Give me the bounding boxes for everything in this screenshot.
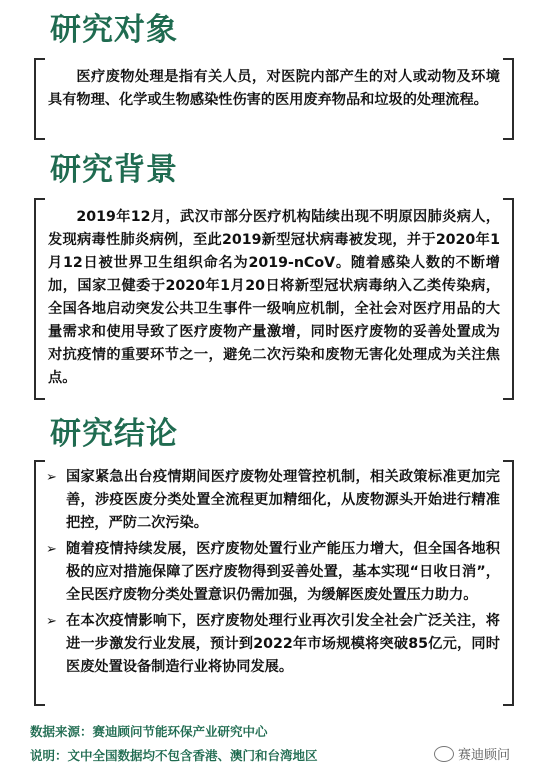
list-item	[44, 538, 500, 607]
left-bracket	[34, 198, 45, 400]
object-paragraph: 医疗废物处理是指有关人员，对医院内部产生的对人或动物及环境具有物理、化学或生物感染性伤害的医用废弃物品和垃圾的处理流程。	[48, 69, 500, 108]
right-bracket	[503, 58, 514, 140]
section-title-conclusion: 研究结论	[50, 416, 178, 452]
region-note: 说明：文中全国数据均不包含香港、澳门和台湾地区	[30, 748, 318, 763]
right-bracket	[503, 460, 514, 706]
arrow-bullet-icon: ➢	[46, 614, 57, 629]
list-item	[44, 610, 500, 679]
arrow-bullet-icon: ➢	[46, 470, 57, 485]
conclusion-item-text: 在本次疫情影响下，医疗废物处理行业再次引发全社会广泛关注，将进一步激发行业发展，预计到2022年市场规模将突破85亿元，同时医废处置设备制造行业将协同发展。	[66, 613, 500, 675]
list-item	[44, 466, 500, 535]
right-bracket	[503, 198, 514, 400]
conclusion-item-text: 随着疫情持续发展，医疗废物处置行业产能压力增大，但全国各地积极的应对措施保障了医疗废物得到妥善处置，基本实现“日收日消”，全民医疗废物分类处置意识仍需加强，为缓解医废处置压力助力。	[66, 541, 500, 603]
conclusion-list	[44, 466, 500, 682]
arrow-bullet-icon: ➢	[46, 542, 57, 557]
watermark	[434, 744, 510, 763]
left-bracket	[34, 58, 45, 140]
section-box-background	[34, 198, 514, 400]
section-title-object: 研究对象	[50, 12, 178, 48]
section-title-background: 研究背景	[50, 152, 178, 188]
wechat-icon	[434, 746, 454, 762]
data-source-note: 数据来源：赛迪顾问节能环保产业研究中心	[30, 724, 268, 739]
watermark-text: 赛迪顾问	[457, 748, 510, 763]
background-paragraph: 2019年12月，武汉市部分医疗机构陆续出现不明原因肺炎病人，发现病毒性肺炎病例，至此2019新型冠状病毒被发现，并于2020年1月12日被世界卫生组织命名为2019-nCoV。随着感染人数的不断增加，国家卫健委于2020年1月20日将新型冠状病毒纳入乙类传染病，全国各地启动突发公共卫生事件一级响应机制，全社会对医疗用品的大量需求和使用导致了医疗废物产量激增，同时医疗废物的妥善处置成为对抗疫情的重要环节之一，避免二次污染和废物无害化处理成为关注焦点。	[48, 209, 500, 386]
section-box-object	[34, 58, 514, 140]
section-box-conclusion	[34, 460, 514, 706]
conclusion-item-text: 国家紧急出台疫情期间医疗废物处理管控机制，相关政策标准更加完善，涉疫医废分类处置全流程更加精细化，从废物源头开始进行精准把控，严防二次污染。	[66, 469, 500, 531]
